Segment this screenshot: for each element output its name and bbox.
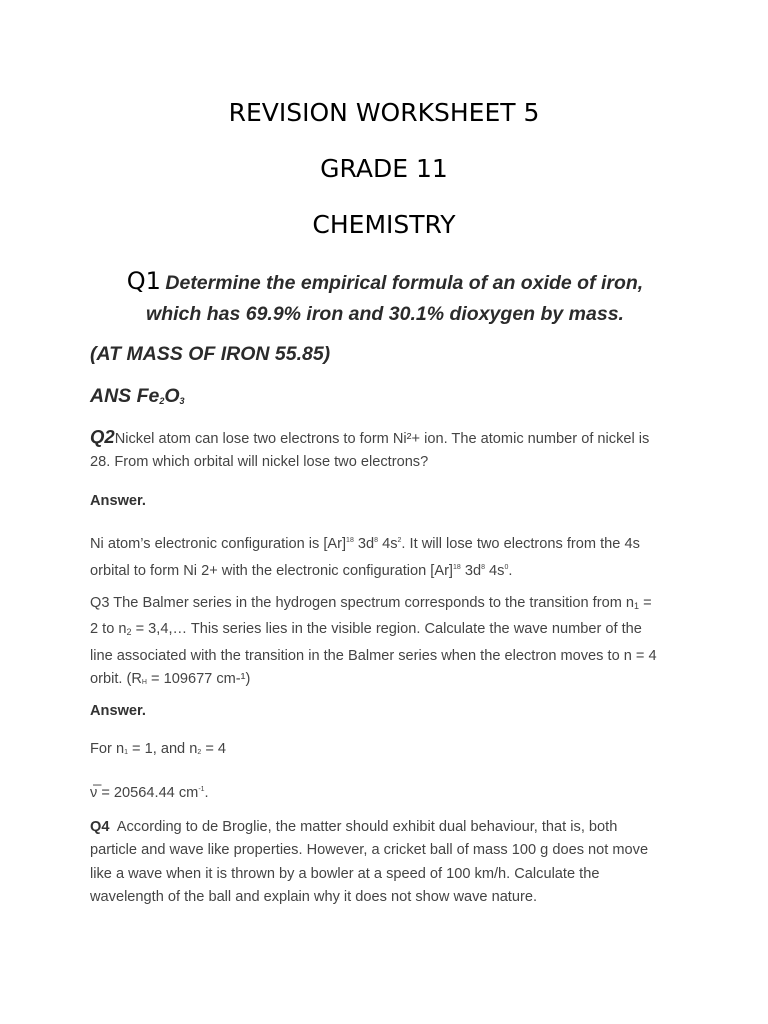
q2-ans-l2b: 3d — [460, 563, 482, 580]
q1-note: (AT MASS OF IRON 55.85) — [90, 343, 331, 365]
q1-answer-mid: O — [164, 385, 180, 407]
q3-line3: line associated with the transition in the Balmer series when the electron moves to n = 4 — [90, 647, 657, 664]
q3-answer-for — [90, 738, 690, 764]
q3-wavenumber — [90, 778, 690, 805]
q3-sub: 1 — [634, 601, 640, 611]
q3-line2b: = 3,4,… This series lies in the visible region. Calculate the wave number of the — [131, 621, 642, 638]
q3-for-b: = 1, and n — [127, 741, 198, 757]
q3-wave-sup: -1 — [198, 786, 205, 793]
q3-sub: 2 — [126, 627, 132, 638]
q2-ans-sup: 18 — [346, 537, 354, 544]
q3-line4b: = 109677 cm-¹) — [146, 670, 251, 687]
q2-ans-l2a: orbital to form Ni 2+ with the electronic configuration [Ar] — [90, 563, 453, 580]
q1-answer-text: ANS Fe — [90, 385, 160, 407]
q3-line4: orbit. (R — [90, 670, 142, 687]
q3-line1: Q3 The Balmer series in the hydrogen spectrum corresponds to the transition from n — [90, 595, 635, 611]
grade-title: GRADE 11 — [320, 154, 448, 183]
q3-for-sub: 2 — [197, 749, 202, 756]
q3-wave-a: ν̅ = 20564.44 cm — [90, 785, 199, 801]
q2-ans-l1c: 4s — [378, 536, 398, 552]
q1-answer — [90, 385, 185, 408]
q3-for-a: For n — [90, 741, 125, 757]
q3-for-c: = 4 — [201, 741, 227, 757]
q4-line4: wavelength of the ball and explain why it does not show wave nature. — [90, 888, 538, 905]
subject-title: CHEMISTRY — [312, 210, 456, 239]
q4-line1: According to de Broglie, the matter should exhibit dual behaviour, that is, both — [116, 819, 618, 835]
worksheet-title: REVISION WORKSHEET 5 — [228, 98, 540, 127]
q1-question — [90, 267, 680, 330]
q1-label: Q1 — [126, 267, 161, 295]
q2-answer-text — [90, 529, 690, 584]
q4-line3: like a wave when it is thrown by a bowler at a speed of 100 km/h. Calculate the — [90, 865, 600, 882]
q2-ans-sup: 0 — [504, 564, 509, 572]
q4-line2: particle and wave like properties. However, a cricket ball of mass 100 g does not move — [90, 842, 649, 859]
q2-text-line1: Nickel atom can lose two electrons to form Ni²+ ion. The atomic number of nickel is — [114, 431, 650, 447]
q3-question — [90, 592, 690, 694]
q2-ans-l1d: . It will lose two electrons from the 4s — [401, 536, 640, 552]
q4-label: Q4 — [90, 819, 110, 835]
q2-ans-l2d: . — [508, 563, 513, 580]
q4-question — [90, 816, 690, 909]
q2-ans-l2c: 4s — [484, 563, 505, 580]
q3-answer-label: Answer. — [90, 703, 146, 719]
q2-question — [90, 425, 690, 475]
q2-label: Q2 — [90, 426, 115, 447]
q2-text-line2: 28. From which orbital will nickel lose two electrons? — [90, 454, 429, 471]
q2-ans-sup: 8 — [374, 537, 379, 544]
q1-text-line1: Determine the empirical formula of an oxide of iron, — [165, 272, 644, 294]
q3-line1b: = — [639, 595, 652, 611]
q3-line2: 2 to n — [90, 621, 127, 638]
q1-answer-sub2: 3 — [179, 396, 185, 406]
q2-ans-l1b: 3d — [353, 536, 375, 552]
q2-answer-label: Answer. — [90, 493, 146, 509]
q3-for-sub: 1 — [124, 749, 128, 756]
q2-ans-sup: 2 — [397, 537, 402, 544]
q2-ans-sup: 18 — [452, 564, 461, 572]
q2-ans-sup: 8 — [481, 564, 485, 572]
q1-answer-sub1: 2 — [159, 396, 165, 406]
q2-ans-l1a: Ni atom’s electronic configuration is [Ar] — [90, 536, 347, 552]
q1-text-line2: which has 69.9% iron and 30.1% dioxygen by mass. — [146, 303, 624, 325]
q3-sub: H — [141, 678, 147, 686]
q3-wave-b: . — [204, 785, 209, 801]
